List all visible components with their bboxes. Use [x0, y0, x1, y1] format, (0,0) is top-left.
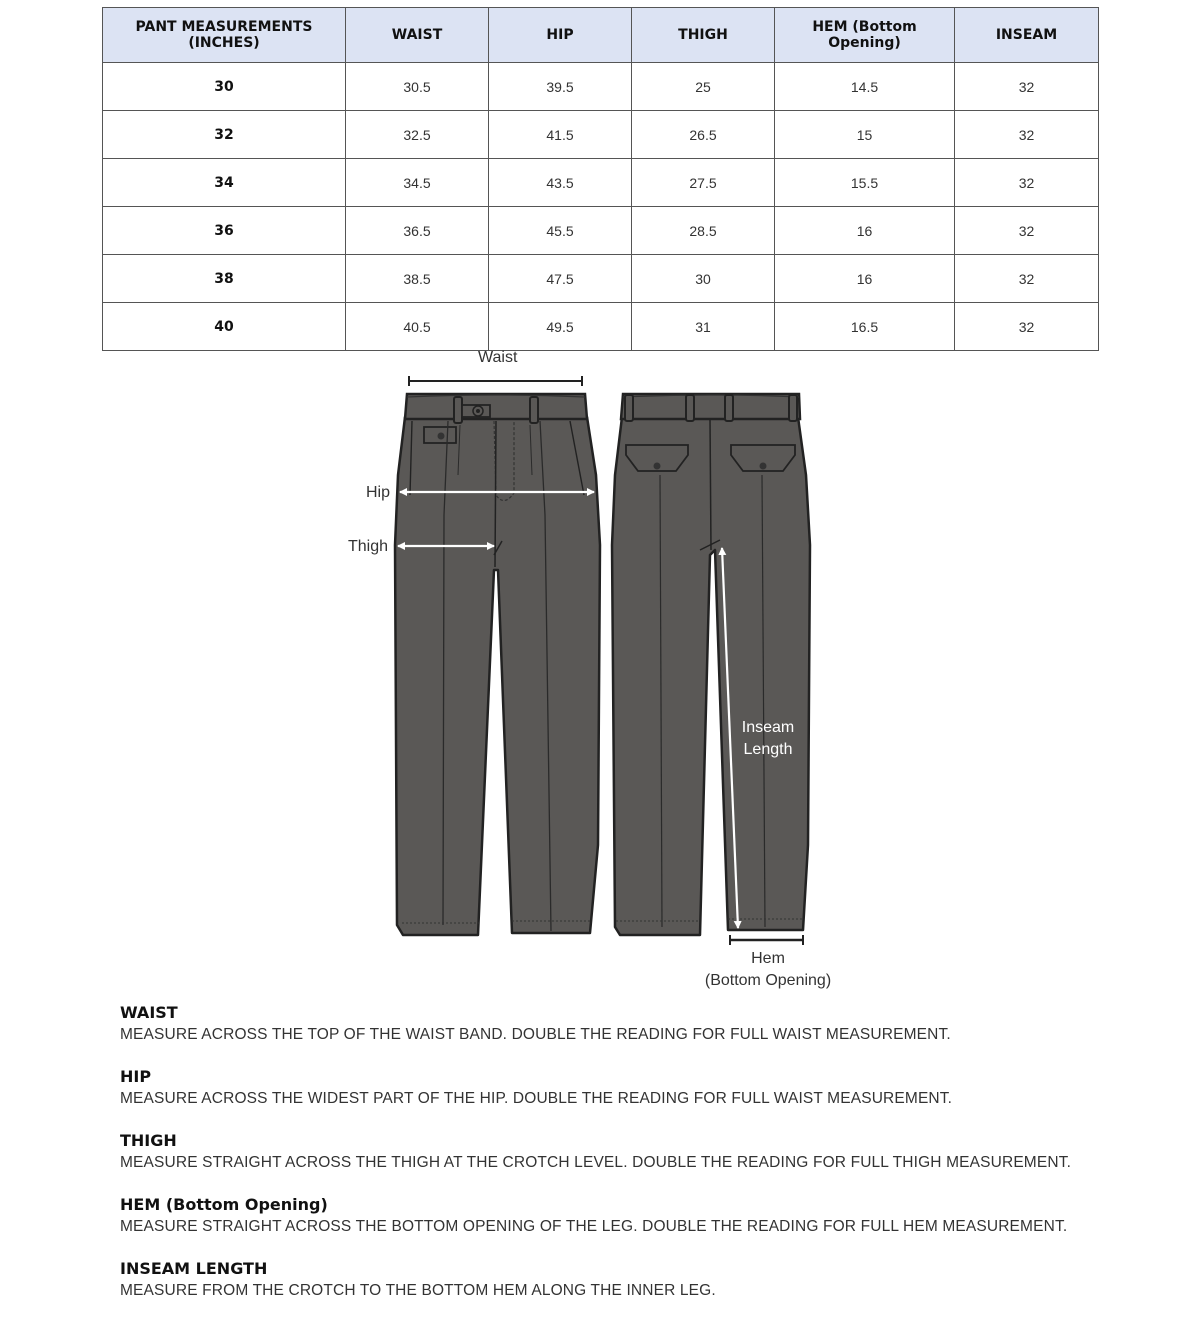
header-waist: WAIST	[346, 8, 489, 63]
waist-measure-line	[409, 376, 582, 386]
cell-hip: 47.5	[489, 255, 632, 303]
cell-waist: 32.5	[346, 111, 489, 159]
note-text: MEASURE STRAIGHT ACROSS THE BOTTOM OPENING OF THE LEG. DOUBLE THE READING FOR FULL HEM MEASUREMENT.	[120, 1218, 1068, 1235]
note-hem	[120, 1195, 1190, 1238]
cell-thigh: 31	[632, 303, 775, 351]
back-pants	[612, 394, 810, 935]
cell-hem: 16.5	[775, 303, 955, 351]
table-row	[103, 207, 1099, 255]
cell-hem: 16	[775, 207, 955, 255]
header-hip: HIP	[489, 8, 632, 63]
pants-measurement-diagram	[0, 345, 1200, 995]
table-header-row	[103, 8, 1099, 63]
note-title: HIP	[120, 1067, 152, 1086]
cell-waist: 38.5	[346, 255, 489, 303]
cell-size: 34	[103, 159, 346, 207]
inseam-length-label: Inseam Length	[741, 719, 795, 758]
cell-hip: 39.5	[489, 63, 632, 111]
cell-inseam: 32	[955, 159, 1099, 207]
cell-thigh: 28.5	[632, 207, 775, 255]
note-title: WAIST	[120, 1003, 178, 1022]
cell-inseam: 32	[955, 303, 1099, 351]
note-inseam	[120, 1259, 1190, 1302]
hem-measure-line	[730, 935, 803, 945]
waist-label: Waist	[478, 349, 518, 366]
cell-size: 32	[103, 111, 346, 159]
pants-illustration	[0, 345, 1200, 995]
cell-thigh: 26.5	[632, 111, 775, 159]
note-text: MEASURE STRAIGHT ACROSS THE THIGH AT THE CROTCH LEVEL. DOUBLE THE READING FOR FULL THIGH MEASUREMENT.	[120, 1154, 1072, 1171]
cell-hip: 43.5	[489, 159, 632, 207]
cell-size: 36	[103, 207, 346, 255]
cell-waist: 40.5	[346, 303, 489, 351]
cell-hem: 14.5	[775, 63, 955, 111]
cell-inseam: 32	[955, 111, 1099, 159]
cell-hem: 15	[775, 111, 955, 159]
cell-waist: 30.5	[346, 63, 489, 111]
table-row	[103, 303, 1099, 351]
front-pants	[395, 394, 600, 935]
header-size: PANT MEASUREMENTS (INCHES)	[103, 8, 346, 63]
note-title: HEM (Bottom Opening)	[120, 1195, 328, 1214]
cell-size: 38	[103, 255, 346, 303]
cell-inseam: 32	[955, 63, 1099, 111]
header-thigh: THIGH	[632, 8, 775, 63]
cell-hem: 16	[775, 255, 955, 303]
thigh-label: Thigh	[348, 538, 389, 555]
note-title: INSEAM LENGTH	[120, 1259, 268, 1278]
cell-size: 30	[103, 63, 346, 111]
table-row	[103, 111, 1099, 159]
table-row	[103, 63, 1099, 111]
note-text: MEASURE ACROSS THE WIDEST PART OF THE HIP. DOUBLE THE READING FOR FULL WAIST MEASUREMENT.	[120, 1090, 953, 1107]
hem-label: Hem (Bottom Opening)	[704, 950, 832, 989]
note-waist	[120, 1003, 1190, 1046]
size-chart-table	[102, 7, 1099, 351]
note-text: MEASURE ACROSS THE TOP OF THE WAIST BAND. DOUBLE THE READING FOR FULL WAIST MEASUREMENT.	[120, 1026, 951, 1043]
cell-hem: 15.5	[775, 159, 955, 207]
note-title: THIGH	[120, 1131, 177, 1150]
table-row	[103, 159, 1099, 207]
cell-waist: 34.5	[346, 159, 489, 207]
cell-thigh: 30	[632, 255, 775, 303]
cell-inseam: 32	[955, 207, 1099, 255]
cell-waist: 36.5	[346, 207, 489, 255]
cell-hip: 45.5	[489, 207, 632, 255]
cell-hip: 41.5	[489, 111, 632, 159]
cell-inseam: 32	[955, 255, 1099, 303]
table-row	[103, 255, 1099, 303]
cell-hip: 49.5	[489, 303, 632, 351]
note-hip	[120, 1067, 1190, 1110]
measurement-instructions	[120, 1003, 1190, 1323]
cell-thigh: 27.5	[632, 159, 775, 207]
header-inseam: INSEAM	[955, 8, 1099, 63]
cell-size: 40	[103, 303, 346, 351]
cell-thigh: 25	[632, 63, 775, 111]
hip-label: Hip	[366, 484, 391, 501]
note-text: MEASURE FROM THE CROTCH TO THE BOTTOM HEM ALONG THE INNER LEG.	[120, 1282, 716, 1299]
header-hem: HEM (Bottom Opening)	[775, 8, 955, 63]
note-thigh	[120, 1131, 1190, 1174]
